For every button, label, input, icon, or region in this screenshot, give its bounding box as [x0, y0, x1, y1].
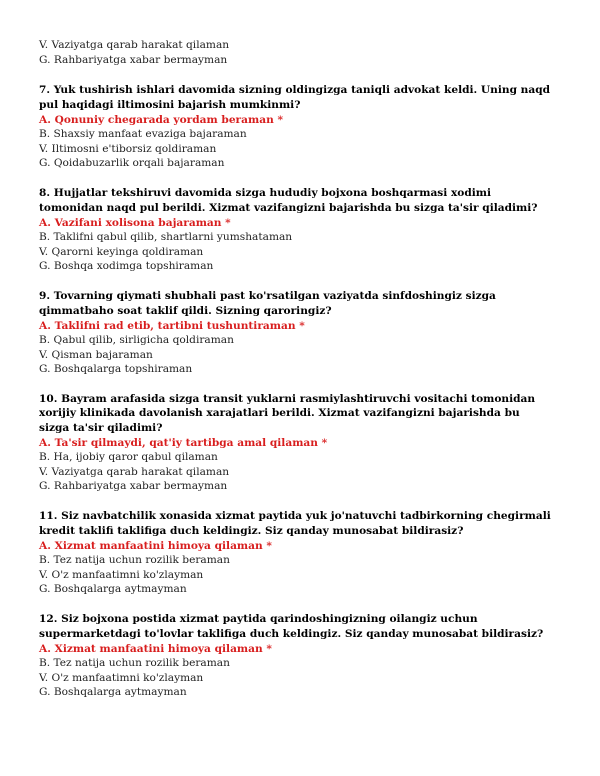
option-g: G. Qoidabuzarlik orqali bajaraman [39, 157, 225, 169]
option-v: V. Qarorni keyinga qoldiraman [39, 246, 204, 258]
correct-answer: A. Xizmat manfaatini himoya qilaman * [39, 540, 272, 552]
option-g: G. Boshqalarga topshiraman [39, 363, 193, 375]
option-g: G. Boshqalarga aytmayman [39, 686, 187, 698]
option-v: V. Vaziyatga qarab harakat qilaman [39, 39, 230, 51]
question-text: sizga ta'sir qiladimi? [39, 422, 163, 434]
option-v: V. O'z manfaatimni ko'zlayman [39, 672, 204, 684]
question-text: qimmatbaho soat taklif qildi. Sizning qaroringiz? [39, 305, 332, 317]
question-text: 9. Tovarning qiymati shubhali past ko'rsatilgan vaziyatda sinfdoshingiz sizga [39, 290, 496, 302]
question-text: 11. Siz navbatchilik xonasida xizmat paytida yuk jo'natuvchi tadbirkorning chegirmali [39, 510, 551, 522]
correct-answer: A. Qonuniy chegarada yordam beraman * [39, 114, 284, 126]
question-text: 8. Hujjatlar tekshiruvi davomida sizga hududiy bojxona boshqarmasi xodimi [39, 187, 492, 199]
option-v: V. Vaziyatga qarab harakat qilaman [39, 466, 230, 478]
question-text: pul haqidagi iltimosini bajarish mumkinmi? [39, 99, 301, 111]
option-v: V. O'z manfaatimni ko'zlayman [39, 569, 204, 581]
question-text: kredit taklifi taklifiga duch keldingiz. Siz qanday munosabat bildirasiz? [39, 525, 464, 537]
correct-answer: A. Ta'sir qilmaydi, qat'iy tartibga amal qilaman * [39, 437, 328, 449]
option-v: V. Qisman bajaraman [39, 349, 153, 361]
option-b: B. Shaxsiy manfaat evaziga bajaraman [39, 128, 247, 140]
option-g: G. Rahbariyatga xabar bermayman [39, 54, 228, 66]
question-text: tomonidan naqd pul berildi. Xizmat vazifangizni bajarishda bu sizga ta'sir qiladimi? [39, 202, 538, 214]
correct-answer: A. Vazifani xolisona bajaraman * [39, 217, 231, 229]
question-text: 10. Bayram arafasida sizga transit yuklarni rasmiylashtiruvchi vositachi tomonidan [39, 393, 536, 405]
option-b: B. Tez natija uchun rozilik beraman [39, 554, 230, 566]
option-v: V. Iltimosni e'tiborsiz qoldiraman [39, 143, 217, 155]
question-text: 12. Siz bojxona postida xizmat paytida qarindoshingizning oilangiz uchun [39, 613, 478, 625]
option-g: G. Rahbariyatga xabar bermayman [39, 480, 228, 492]
question-text: supermarketdagi to'lovlar taklifiga duch keldingiz. Siz qanday munosabat bildirasiz? [39, 628, 544, 640]
option-g: G. Boshqa xodimga topshiraman [39, 260, 214, 272]
option-g: G. Boshqalarga aytmayman [39, 583, 187, 595]
question-text: 7. Yuk tushirish ishlari davomida sizning oldingizga taniqli advokat keldi. Uning naqd [39, 84, 551, 96]
question-text: xorijiy klinikada davolanish xarajatlari berildi. Xizmat vazifangizni bajarishda bu [39, 407, 520, 419]
option-b: B. Ha, ijobiy qaror qabul qilaman [39, 451, 218, 463]
option-b: B. Tez natija uchun rozilik beraman [39, 657, 230, 669]
correct-answer: A. Xizmat manfaatini himoya qilaman * [39, 643, 272, 655]
option-b: B. Taklifni qabul qilib, shartlarni yumshataman [39, 231, 293, 243]
option-b: B. Qabul qilib, sirligicha qoldiraman [39, 334, 234, 346]
correct-answer: A. Taklifni rad etib, tartibni tushuntiraman * [39, 320, 305, 332]
